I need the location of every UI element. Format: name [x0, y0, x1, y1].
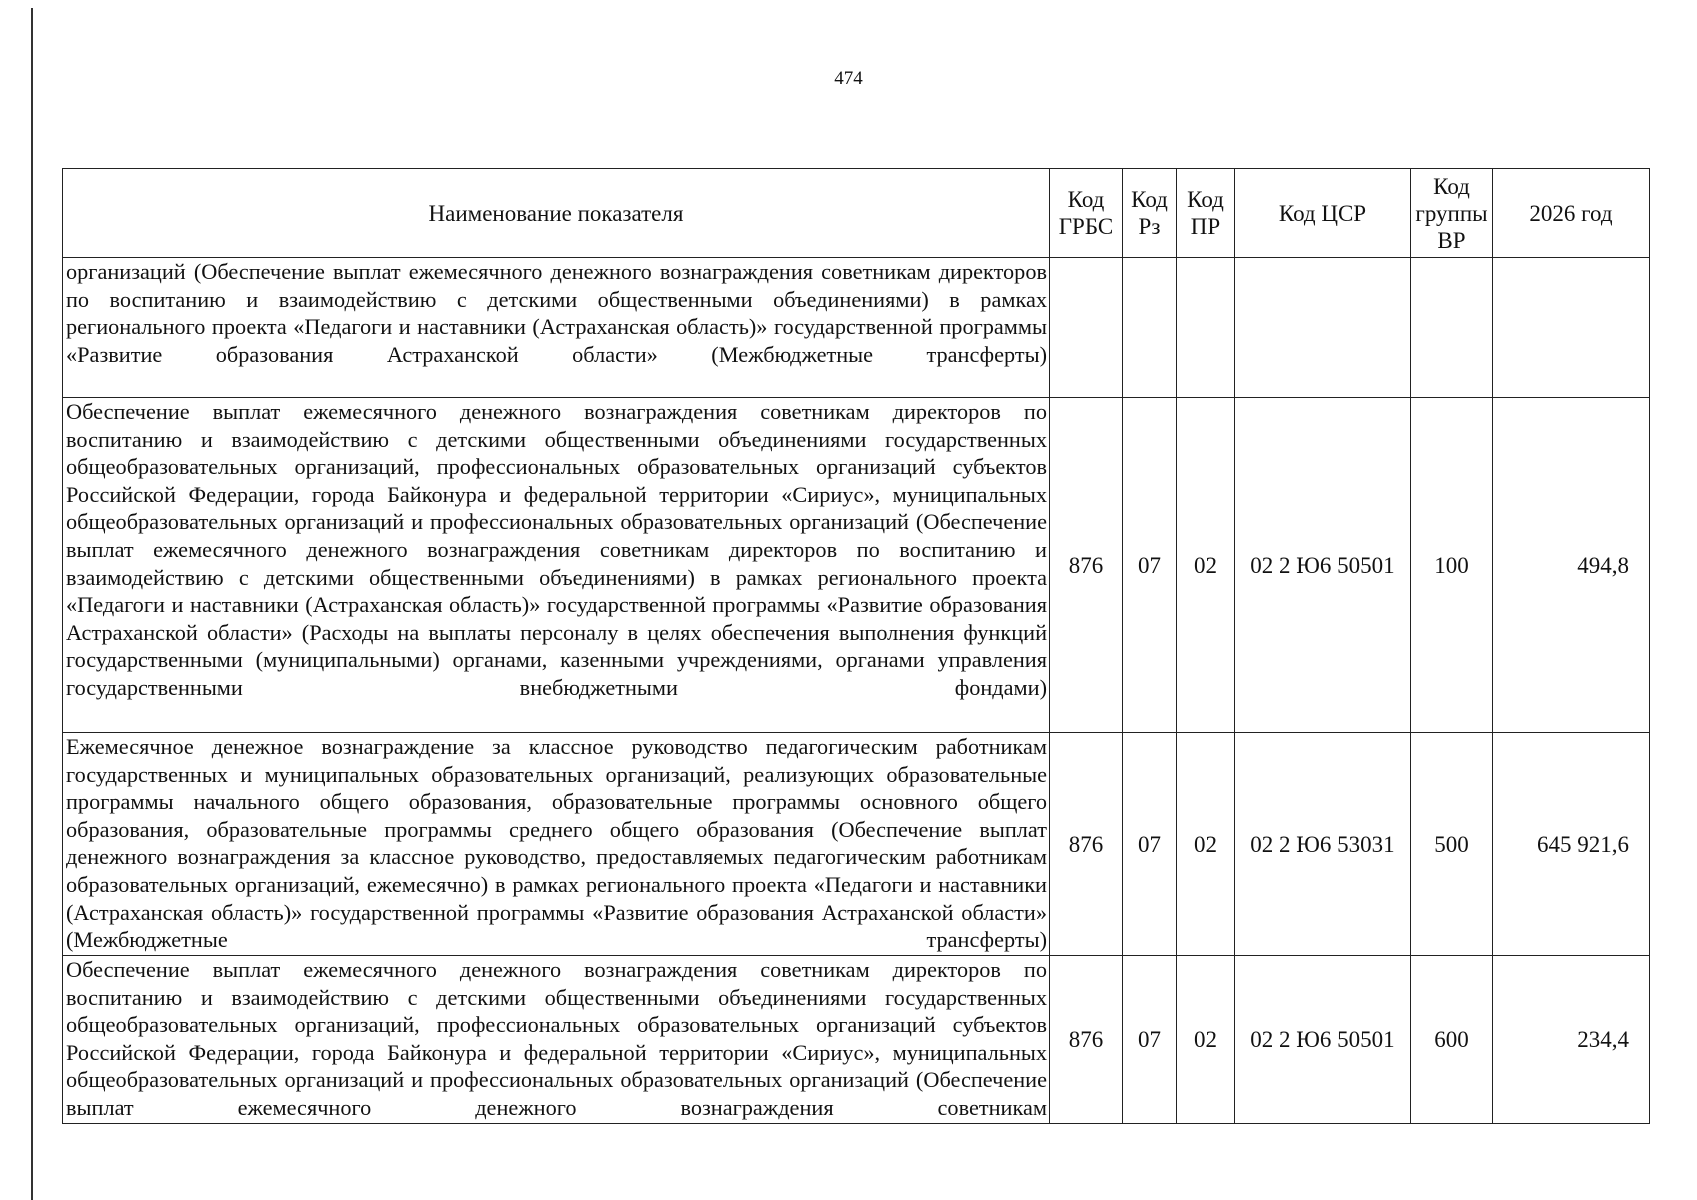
table-row: [63, 398, 1650, 733]
header-rz: Код Рз: [1123, 169, 1177, 258]
row-name-cell: [63, 956, 1050, 1124]
row-amount: [1493, 258, 1650, 398]
header-csr: Код ЦСР: [1235, 169, 1411, 258]
page-number: 474: [834, 68, 863, 89]
row-csr: 02 2 Ю6 53031: [1235, 733, 1411, 956]
row-vr: 100: [1411, 398, 1493, 733]
row-name-cell: [63, 258, 1050, 398]
row-csr: 02 2 Ю6 50501: [1235, 956, 1411, 1124]
row-grbs: 876: [1050, 733, 1123, 956]
row-amount: 494,8: [1493, 398, 1650, 733]
row-grbs: 876: [1050, 956, 1123, 1124]
header-name: Наименование показателя: [63, 169, 1050, 258]
row-rz: 07: [1123, 956, 1177, 1124]
row-vr: 600: [1411, 956, 1493, 1124]
row-csr: [1235, 258, 1411, 398]
row-pr: 02: [1177, 398, 1235, 733]
row-name-cell: [63, 733, 1050, 956]
table-row: [63, 956, 1650, 1124]
row-name: Обеспечение выплат ежемесячного денежного вознаграждения советникам директоров по воспитанию и взаимодействию с детскими общественными объединениями государственных общеобразовательных организаций, профессиональных образовательных организаций субъектов Российской Федерации, города Байконура и федеральной территории «Сириус», муниципальных общеобразовательных организаций и профессиональных образовательных организаций (Обеспечение выплат ежемесячного денежного вознаграждения советникам директоров по воспитанию и взаимодействию с детскими общественными объединениями) в рамках регионального проекта «Педагоги и наставники (Астраханская область)» государственной программы «Развитие образования Астраханской области» (Расходы на выплаты персоналу в целях обеспечения выполнения функций государственными (муниципальными) органами, казенными учреждениями, органами управления государственными внебюджетными фондами): [66, 399, 1047, 700]
table-row: [63, 733, 1650, 956]
row-amount: 645 921,6: [1493, 733, 1650, 956]
row-pr: [1177, 258, 1235, 398]
row-name-cell: [63, 398, 1050, 733]
row-pr: 02: [1177, 956, 1235, 1124]
row-rz: 07: [1123, 398, 1177, 733]
row-pr: 02: [1177, 733, 1235, 956]
header-year: 2026 год: [1493, 169, 1650, 258]
binding-margin-line: [31, 8, 33, 1200]
row-name: организаций (Обеспечение выплат ежемесячного денежного вознаграждения советникам директоров по воспитанию и взаимодействию с детскими общественными объединениями) в рамках регионального проекта «Педагоги и наставники (Астраханская область)» государственной программы «Развитие образования Астраханской области» (Межбюджетные трансферты): [66, 259, 1047, 367]
row-amount: 234,4: [1493, 956, 1650, 1124]
row-vr: 500: [1411, 733, 1493, 956]
budget-table: [62, 168, 1650, 1124]
row-name: Ежемесячное денежное вознаграждение за классное руководство педагогическим работникам государственных и муниципальных образовательных организаций, реализующих образовательные программы начального общего образования, образовательные программы основного общего образования, образовательные программы среднего общего образования (Обеспечение выплат денежного вознаграждения за классное руководство, предоставляемых педагогическим работникам образовательных организаций, ежемесячно) в рамках регионального проекта «Педагоги и наставники (Астраханская область)» государственной программы «Развитие образования Астраханской области» (Межбюджетные трансферты): [66, 734, 1047, 953]
header-grbs: Код ГРБС: [1050, 169, 1123, 258]
row-grbs: 876: [1050, 398, 1123, 733]
row-grbs: [1050, 258, 1123, 398]
header-pr: Код ПР: [1177, 169, 1235, 258]
row-vr: [1411, 258, 1493, 398]
row-name: Обеспечение выплат ежемесячного денежного вознаграждения советникам директоров по воспитанию и взаимодействию с детскими общественными объединениями государственных общеобразовательных организаций, профессиональных образовательных организаций субъектов Российской Федерации, города Байконура и федеральной территории «Сириус», муниципальных общеобразовательных организаций и профессиональных образовательных организаций (Обеспечение выплат ежемесячного денежного вознаграждения советникам: [66, 957, 1047, 1120]
row-rz: [1123, 258, 1177, 398]
header-vr: Код группы ВР: [1411, 169, 1493, 258]
row-csr: 02 2 Ю6 50501: [1235, 398, 1411, 733]
row-rz: 07: [1123, 733, 1177, 956]
table-header-row: [63, 169, 1650, 258]
table-row: [63, 258, 1650, 398]
